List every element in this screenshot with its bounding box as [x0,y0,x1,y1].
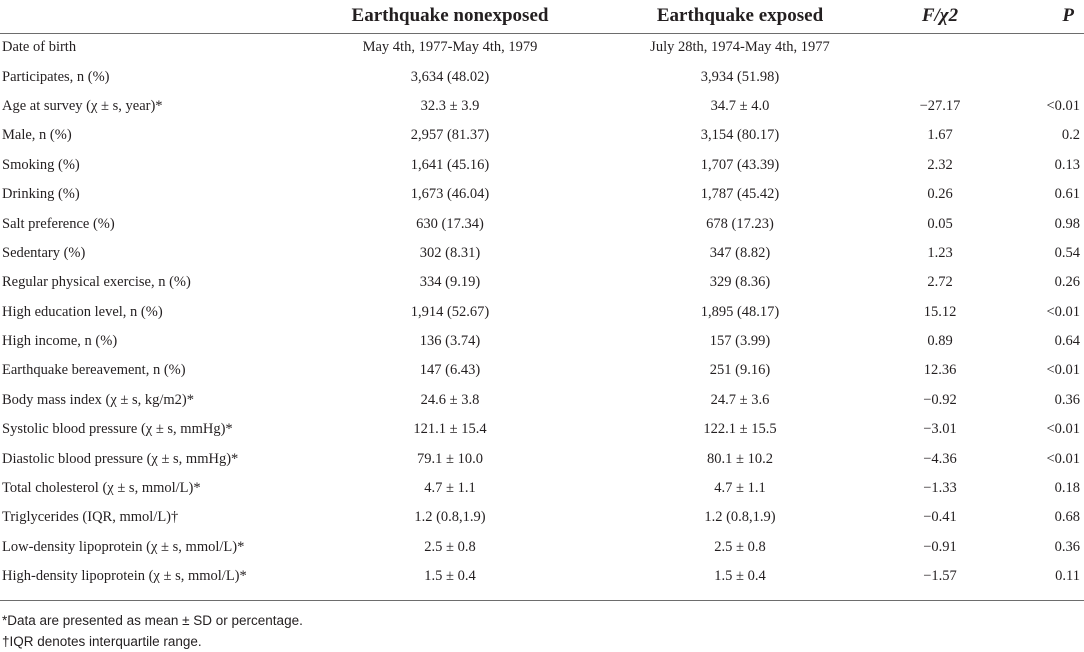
cell-exposed: 34.7 ± 4.0 [710,97,770,114]
cell-f-chi2: −1.57 [923,568,957,585]
header-exposed: Earthquake exposed [656,5,824,27]
cell-nonexposed: 147 (6.43) [419,362,481,379]
cell-p-value [1000,62,1084,91]
cell-f-chi2: 0.05 [927,215,953,232]
cell-p-value [1000,33,1084,62]
cell-f-chi2: −0.91 [923,538,957,555]
table-row [0,268,1084,297]
cell-f-chi2: 1.23 [927,244,953,261]
cell-p-value: 0.18 [1054,480,1080,497]
cell-f-chi2: −4.36 [923,450,957,467]
cell-p-value: 0.64 [1054,333,1080,350]
cell-exposed: 157 (3.99) [709,333,771,350]
cell-nonexposed: 136 (3.74) [419,333,481,350]
cell-nonexposed: 1.5 ± 0.4 [424,568,476,585]
table-row [0,474,1084,503]
cell-exposed: 3,154 (80.17) [700,127,780,144]
cell-exposed: 24.7 ± 3.6 [710,391,770,408]
row-label: Salt preference (%) [2,215,115,232]
cell-f-chi2: −27.17 [919,97,961,114]
table-row [0,151,1084,180]
row-label: Sedentary (%) [2,244,86,261]
cell-nonexposed: 2.5 ± 0.8 [424,538,476,555]
cell-p-value: 0.54 [1054,244,1080,261]
cell-p-value: <0.01 [1046,97,1080,114]
table-row [0,298,1084,327]
row-label: High-density lipoprotein (χ ± s, mmol/L)* [2,568,247,585]
cell-f-chi2: 15.12 [923,303,957,320]
row-label: Participates, n (%) [2,68,110,85]
cell-p-value: 0.98 [1054,215,1080,232]
cell-nonexposed: 1,641 (45.16) [410,156,490,173]
row-label: Regular physical exercise, n (%) [2,274,191,291]
cell-nonexposed: 2,957 (81.37) [410,127,490,144]
cell-exposed: 347 (8.82) [709,244,771,261]
cell-p-value: 0.13 [1054,156,1080,173]
cell-nonexposed: 4.7 ± 1.1 [424,480,476,497]
table-row [0,356,1084,385]
table-row [0,209,1084,238]
table-row [0,92,1084,121]
cell-p-value: <0.01 [1046,362,1080,379]
row-label: Date of birth [2,39,77,56]
table-row [0,239,1084,268]
cell-p-value: 0.2 [1061,127,1080,144]
cell-nonexposed: 1,673 (46.04) [410,186,490,203]
cell-nonexposed: 630 (17.34) [416,215,484,232]
cell-p-value: 0.36 [1054,391,1080,408]
cell-f-chi2: 0.89 [927,333,953,350]
row-label: Low-density lipoprotein (χ ± s, mmol/L)* [2,538,245,555]
cell-p-value: 0.36 [1054,538,1080,555]
row-label: Drinking (%) [2,186,80,203]
cell-exposed: 122.1 ± 15.5 [703,421,777,438]
table-row [0,444,1084,473]
cell-p-value: 0.11 [1055,568,1080,585]
cell-f-chi2: −0.92 [923,391,957,408]
row-label: Body mass index (χ ± s, kg/m2)* [2,391,195,408]
footnote-mean-sd: *Data are presented as mean ± SD or percentage. [2,613,303,628]
row-label: Age at survey (χ ± s, year)* [2,97,163,114]
cell-exposed: 80.1 ± 10.2 [707,450,773,467]
row-label: High education level, n (%) [2,303,163,320]
cell-p-value: 0.61 [1054,186,1080,203]
cell-nonexposed: 32.3 ± 3.9 [420,97,480,114]
table-row [0,533,1084,562]
table-row [0,62,1084,91]
cell-exposed: 4.7 ± 1.1 [714,480,766,497]
cell-p-value: 0.68 [1054,509,1080,526]
cell-exposed: 1,787 (45.42) [700,186,780,203]
cell-exposed: 329 (8.36) [709,274,771,291]
table-row [0,503,1084,532]
cell-p-value: <0.01 [1046,303,1080,320]
cell-f-chi2: 1.67 [927,127,953,144]
header-nonexposed: Earthquake nonexposed [351,5,549,27]
cell-exposed: 1.5 ± 0.4 [714,568,766,585]
cell-exposed: 678 (17.23) [706,215,774,232]
cell-f-chi2: 2.32 [927,156,953,173]
row-label: Triglycerides (IQR, mmol/L)† [2,509,179,526]
row-label: Systolic blood pressure (χ ± s, mmHg)* [2,421,233,438]
table-row [0,386,1084,415]
row-label: Total cholesterol (χ ± s, mmol/L)* [2,480,201,497]
cell-exposed: 2.5 ± 0.8 [714,538,766,555]
header-row [0,0,1084,33]
cell-nonexposed: 79.1 ± 10.0 [417,450,483,467]
row-label: High income, n (%) [2,333,118,350]
cell-f-chi2: 2.72 [927,274,953,291]
row-label: Diastolic blood pressure (χ ± s, mmHg)* [2,450,239,467]
cell-exposed: 3,934 (51.98) [700,68,780,85]
cell-f-chi2: −1.33 [923,480,957,497]
cell-p-value: 0.26 [1054,274,1080,291]
table-row [0,415,1084,444]
cell-f-chi2 [880,33,1000,62]
cell-nonexposed: May 4th, 1977-May 4th, 1979 [362,39,538,56]
cell-f-chi2: 0.26 [927,186,953,203]
cell-f-chi2: 12.36 [923,362,957,379]
table-row [0,33,1084,62]
table-row [0,327,1084,356]
cell-f-chi2 [880,62,1000,91]
cell-p-value: <0.01 [1046,450,1080,467]
cell-nonexposed: 24.6 ± 3.8 [420,391,480,408]
row-label: Earthquake bereavement, n (%) [2,362,186,379]
cell-nonexposed: 302 (8.31) [419,244,481,261]
cell-exposed: July 28th, 1974-May 4th, 1977 [650,39,830,56]
table-row [0,562,1084,591]
table-bottom-rule [0,600,1084,601]
table-row [0,121,1084,150]
cell-exposed: 1.2 (0.8,1.9) [704,509,776,526]
cell-exposed: 1,895 (48.17) [700,303,780,320]
cell-f-chi2: −0.41 [923,509,957,526]
cell-f-chi2: −3.01 [923,421,957,438]
cell-p-value: <0.01 [1046,421,1080,438]
row-label: Smoking (%) [2,156,80,173]
cell-nonexposed: 1,914 (52.67) [410,303,490,320]
cell-nonexposed: 334 (9.19) [419,274,481,291]
cell-nonexposed: 121.1 ± 15.4 [413,421,487,438]
footnotes [2,610,303,652]
header-p: P [1062,5,1074,27]
footnote-iqr: †IQR denotes interquartile range. [2,634,202,649]
table-row [0,180,1084,209]
header-blank [0,0,300,33]
cell-nonexposed: 3,634 (48.02) [410,68,490,85]
header-f-chi2: F/χ2 [921,5,959,27]
cell-exposed: 251 (9.16) [709,362,771,379]
row-label: Male, n (%) [2,127,72,144]
cell-exposed: 1,707 (43.39) [700,156,780,173]
cell-nonexposed: 1.2 (0.8,1.9) [414,509,486,526]
